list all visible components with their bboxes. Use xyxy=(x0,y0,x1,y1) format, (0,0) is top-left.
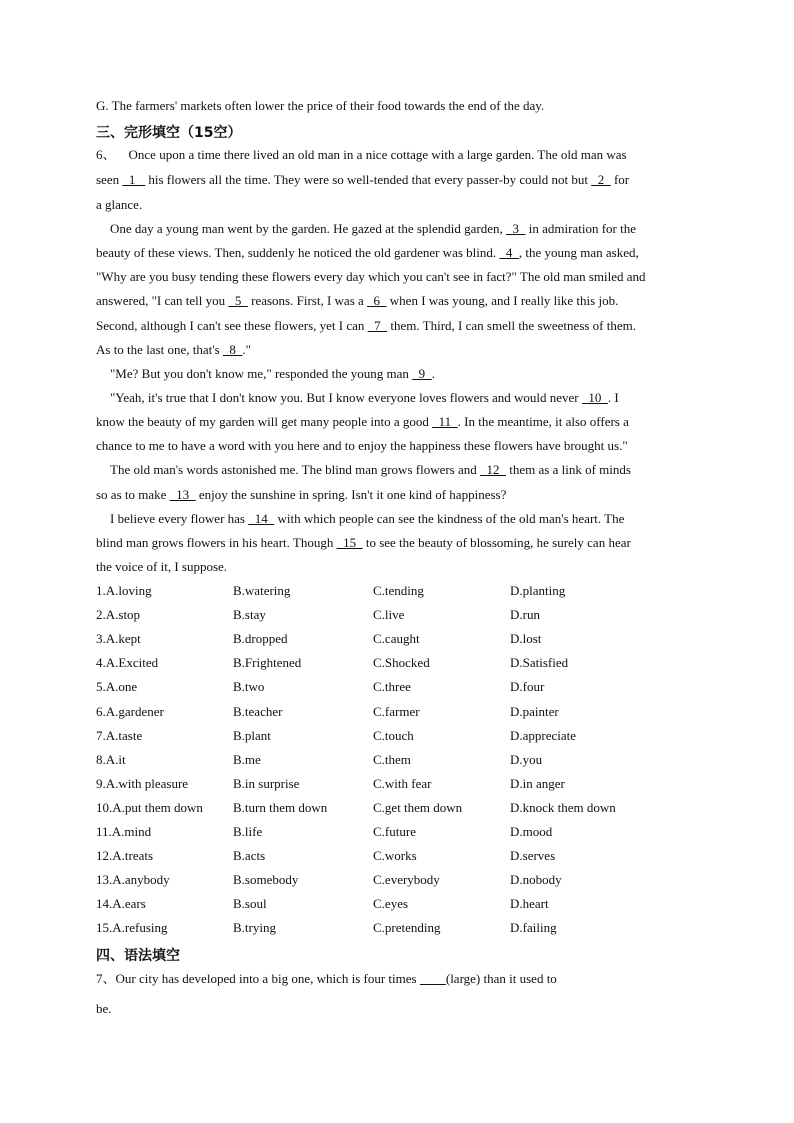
blank-5: 5 xyxy=(228,293,248,308)
option-choice: 2.A.stop xyxy=(96,607,141,622)
option-choice: C.pretending xyxy=(373,920,441,935)
blank-13: 13 xyxy=(169,487,196,502)
option-choice: D.four xyxy=(510,679,545,694)
blank-large xyxy=(420,971,446,986)
option-choice: C.works xyxy=(373,848,417,863)
option-choice: 7.A.taste xyxy=(96,728,143,743)
blank-15: 15 xyxy=(336,535,363,550)
option-choice: D.appreciate xyxy=(510,728,577,743)
option-choice: C.caught xyxy=(373,631,420,646)
passage-line: the voice of it, I suppose. xyxy=(96,559,228,574)
question-7-line: be. xyxy=(96,1001,112,1016)
option-choice: D.you xyxy=(510,752,543,767)
option-choice: D.lost xyxy=(510,631,542,646)
option-choice: 3.A.kept xyxy=(96,631,141,646)
option-choice: D.heart xyxy=(510,896,549,911)
option-choice: 13.A.anybody xyxy=(96,872,170,887)
option-choice: D.planting xyxy=(510,583,566,598)
option-choice: D.Satisfied xyxy=(510,655,569,670)
option-choice: D.knock them down xyxy=(510,800,616,815)
option-choice: B.soul xyxy=(233,896,267,911)
option-choice: 15.A.refusing xyxy=(96,920,168,935)
option-choice: B.teacher xyxy=(233,704,283,719)
option-row xyxy=(96,752,716,768)
question-number: 6、 xyxy=(96,147,116,162)
option-row xyxy=(96,920,716,936)
option-choice: C.tending xyxy=(373,583,424,598)
option-choice: D.in anger xyxy=(510,776,565,791)
option-row xyxy=(96,679,716,695)
question-7-line: 7、Our city has developed into a big one, which is four times (large) than it used to xyxy=(96,971,557,986)
option-choice: C.Shocked xyxy=(373,655,430,670)
passage-line: The old man's words astonished me. The blind man grows flowers and 12 them as a link of minds xyxy=(110,462,631,477)
option-row xyxy=(96,583,716,599)
option-choice: 5.A.one xyxy=(96,679,138,694)
option-choice: 14.A.ears xyxy=(96,896,146,911)
option-row xyxy=(96,872,716,888)
option-row xyxy=(96,776,716,792)
option-choice: B.me xyxy=(233,752,261,767)
option-row xyxy=(96,896,716,912)
option-choice: D.serves xyxy=(510,848,556,863)
option-g-line: G. The farmers' markets often lower the price of their food towards the end of the day. xyxy=(96,98,545,113)
option-choice: 12.A.treats xyxy=(96,848,154,863)
option-choice: B.plant xyxy=(233,728,271,743)
option-choice: 10.A.put them down xyxy=(96,800,203,815)
blank-3: 3 xyxy=(506,221,526,236)
blank-2: 2 xyxy=(591,172,611,187)
option-row xyxy=(96,848,716,864)
option-choice: 4.A.Excited xyxy=(96,655,159,670)
option-choice: D.run xyxy=(510,607,540,622)
passage-line: Second, although I can't see these flowers, yet I can 7 them. Third, I can smell the sweetness of them. xyxy=(96,318,637,333)
option-choice: B.somebody xyxy=(233,872,299,887)
option-choice: D.painter xyxy=(510,704,559,719)
blank-4: 4 xyxy=(499,245,519,260)
option-choice: 1.A.loving xyxy=(96,583,152,598)
option-choice: B.dropped xyxy=(233,631,288,646)
option-choice: B.in surprise xyxy=(233,776,300,791)
option-row xyxy=(96,704,716,720)
passage-line: I believe every flower has 14 with which people can see the kindness of the old man's heart. The xyxy=(110,511,625,526)
option-choice: C.everybody xyxy=(373,872,440,887)
blank-9: 9 xyxy=(412,366,432,381)
blank-11: 11 xyxy=(432,414,458,429)
option-choice: C.farmer xyxy=(373,704,420,719)
passage-line: beauty of these views. Then, suddenly he noticed the old gardener was blind. 4 , the young man asked, xyxy=(96,245,639,260)
option-choice: 9.A.with pleasure xyxy=(96,776,189,791)
passage-line: a glance. xyxy=(96,197,143,212)
option-choice: C.live xyxy=(373,607,405,622)
option-row xyxy=(96,607,716,623)
option-choice: 6.A.gardener xyxy=(96,704,164,719)
option-row xyxy=(96,631,716,647)
option-choice: B.stay xyxy=(233,607,266,622)
blank-14: 14 xyxy=(248,511,275,526)
passage-line: so as to make 13 enjoy the sunshine in spring. Isn't it one kind of happiness? xyxy=(96,487,507,502)
blank-10: 10 xyxy=(581,390,608,405)
option-choice: B.acts xyxy=(233,848,266,863)
passage-line: chance to me to have a word with you here and to enjoy the happiness these flowers have brought us." xyxy=(96,438,628,453)
option-choice: 8.A.it xyxy=(96,752,126,767)
option-choice: B.watering xyxy=(233,583,291,598)
passage-line: As to the last one, that's 8 ." xyxy=(96,342,251,357)
passage-line: blind man grows flowers in his heart. Though 15 to see the beauty of blossoming, he surely can hear xyxy=(96,535,631,550)
option-choice: 11.A.mind xyxy=(96,824,152,839)
passage-line: 6、 Once upon a time there lived an old man in a nice cottage with a large garden. The old man was xyxy=(96,147,627,162)
passage-line: One day a young man went by the garden. He gazed at the splendid garden, 3 in admiration for the xyxy=(110,221,636,236)
option-choice: C.with fear xyxy=(373,776,432,791)
blank-8: 8 xyxy=(222,342,243,357)
option-choice: B.Frightened xyxy=(233,655,302,670)
option-choice: B.turn them down xyxy=(233,800,328,815)
passage-line: "Yeah, it's true that I don't know you. But I know everyone loves flowers and would never 10 . I xyxy=(110,390,619,405)
section-4-title: 四、语法填空 xyxy=(96,948,180,964)
blank-6: 6 xyxy=(367,293,387,308)
blank-1: 1 xyxy=(122,172,146,187)
option-choice: C.three xyxy=(373,679,411,694)
passage-line: seen 1 his flowers all the time. They were so well-tended that every passer-by could not but 2 for xyxy=(96,172,630,187)
passage-line: answered, "I can tell you 5 reasons. First, I was a 6 when I was young, and I really like this job. xyxy=(96,293,619,308)
option-row xyxy=(96,824,716,840)
passage-line: "Me? But you don't know me," responded the young man 9 . xyxy=(110,366,435,381)
passage-line: "Why are you busy tending these flowers every day which you can't see in fact?" The old man smiled and xyxy=(96,269,646,284)
option-row xyxy=(96,728,716,744)
blank-12: 12 xyxy=(480,462,507,477)
option-choice: C.eyes xyxy=(373,896,409,911)
option-choice: B.life xyxy=(233,824,263,839)
option-row xyxy=(96,655,716,671)
option-choice: C.them xyxy=(373,752,411,767)
option-row xyxy=(96,800,716,816)
option-choice: D.nobody xyxy=(510,872,562,887)
option-choice: B.two xyxy=(233,679,265,694)
passage-line: know the beauty of my garden will get many people into a good 11 . In the meantime, it also offers a xyxy=(96,414,629,429)
option-choice: C.touch xyxy=(373,728,414,743)
option-choice: C.get them down xyxy=(373,800,463,815)
option-choice: D.failing xyxy=(510,920,557,935)
blank-7: 7 xyxy=(367,318,388,333)
section-3-title: 三、完形填空（15空） xyxy=(96,125,242,141)
option-choice: D.mood xyxy=(510,824,553,839)
option-choice: C.future xyxy=(373,824,416,839)
option-choice: B.trying xyxy=(233,920,276,935)
